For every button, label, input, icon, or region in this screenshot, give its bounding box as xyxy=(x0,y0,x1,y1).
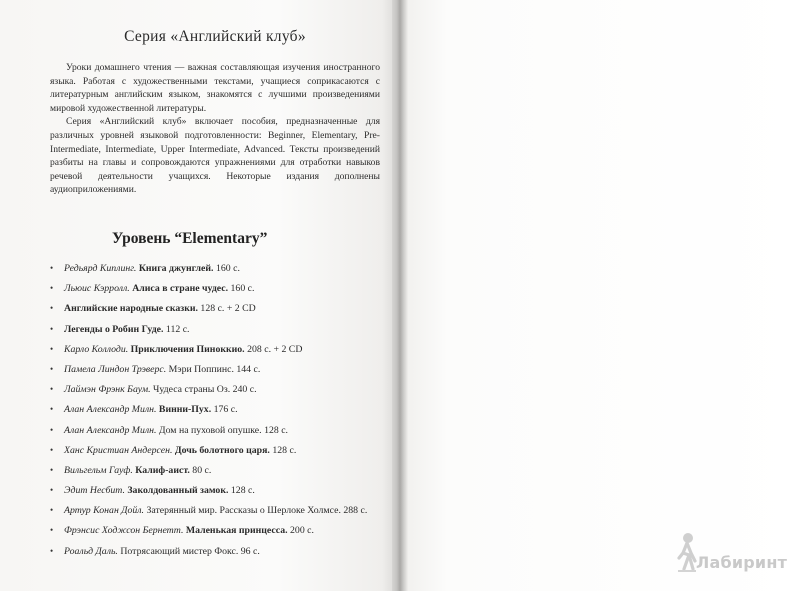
list-item xyxy=(50,302,380,315)
book-title: Чудеса страны Оз. xyxy=(152,384,231,396)
book-author: Вильгельм Гауф. xyxy=(64,464,133,476)
book-author: Эдит Несбит. xyxy=(64,485,125,497)
list-item xyxy=(50,464,380,477)
book-author: Памела Линдон Трэверс. xyxy=(64,363,167,375)
book-details: 96 с. xyxy=(240,545,260,557)
book-details: 176 с. xyxy=(213,404,238,416)
book-author: Алан Александр Милн. xyxy=(64,404,157,416)
book-details: 208 с. + 2 CD xyxy=(247,343,303,355)
book-title: Потрясающий мистер Фокс. xyxy=(120,545,239,557)
bullet-icon: • xyxy=(50,505,54,516)
bullet-icon: • xyxy=(50,323,54,334)
bullet-icon: • xyxy=(50,485,54,496)
list-item xyxy=(50,545,380,558)
book-details: 128 с. + 2 CD xyxy=(200,303,256,315)
level-title: Уровень “Elementary” xyxy=(112,230,268,247)
intro-text xyxy=(50,61,380,197)
book-title: Калиф-аист. xyxy=(135,464,190,476)
book-title: Заколдованный замок. xyxy=(127,485,229,497)
watermark-text: Лабиринт xyxy=(696,553,788,572)
intro-paragraph-2: Серия «Английский клуб» включает пособия, предназначенные для различных уровней языковой подготовленности: Beginner, Elementary, Pre-Intermediate, Intermediate, Upper Intermediate, Advanced. Тексты произведений разбиты на главы и сопровождаются упражнениями для отработки навыков речевой деятельности учащихся. Некоторые издания дополнены аудиоприложениями. xyxy=(50,116,380,196)
book-details: 80 с. xyxy=(192,464,212,476)
book-title: Алиса в стране чудес. xyxy=(132,283,229,295)
book-list xyxy=(50,262,380,565)
series-title: Серия «Английский клуб» xyxy=(124,28,306,45)
list-item xyxy=(50,343,380,356)
left-page xyxy=(0,0,398,591)
right-page xyxy=(408,0,800,591)
list-item xyxy=(50,484,380,497)
list-item xyxy=(50,424,380,437)
book-author: Алан Александр Милн. xyxy=(64,424,157,436)
book-title: Маленькая принцесса. xyxy=(185,525,288,537)
book-title: Затерянный мир. Рассказы о Шерлоке Холмсе. xyxy=(146,505,341,517)
labirint-watermark xyxy=(676,531,791,581)
book-title: Английские народные сказки. xyxy=(64,303,198,315)
book-details: 144 с. xyxy=(236,363,261,375)
list-item xyxy=(50,403,380,416)
book-author: Артур Конан Дойл. xyxy=(64,505,145,517)
book-title: Мэри Поппинс. xyxy=(168,363,234,375)
list-item xyxy=(50,444,380,457)
labirint-logo-icon xyxy=(676,531,698,577)
book-title: Дочь болотного царя. xyxy=(174,444,270,456)
book-author: Карло Коллоди. xyxy=(64,343,129,355)
book-author: Фрэнсис Ходжсон Бернетт. xyxy=(64,525,184,537)
list-item xyxy=(50,524,380,537)
bullet-icon: • xyxy=(50,263,54,273)
book-details: 240 с. xyxy=(232,384,257,396)
bullet-icon: • xyxy=(50,464,54,475)
book-title: Приключения Пиноккио. xyxy=(130,343,245,355)
book-details: 128 с. xyxy=(230,485,255,497)
bullet-icon: • xyxy=(50,424,54,435)
book-title: Винни-Пух. xyxy=(158,404,212,416)
book-details: 160 с. xyxy=(230,283,255,295)
book-title: Легенды о Робин Гуде. xyxy=(64,323,164,335)
book-author: Лаймэн Фрэнк Баум. xyxy=(64,384,151,396)
book-details: 112 с. xyxy=(165,323,190,335)
list-item xyxy=(50,323,380,336)
book-author: Редьярд Киплинг. xyxy=(64,263,137,274)
bullet-icon: • xyxy=(50,283,54,294)
bullet-icon: • xyxy=(50,343,54,354)
book-details: 160 с. xyxy=(215,263,240,274)
book-title: Дом на пуховой опушке. xyxy=(158,424,262,436)
book-details: 128 с. xyxy=(272,444,297,456)
bullet-icon: • xyxy=(50,525,54,536)
bullet-icon: • xyxy=(50,303,54,314)
intro-paragraph-1: Уроки домашнего чтения — важная составляющая изучения иностранного языка. Работая с художественными текстами, учащиеся соприкасаются с литературным английским языком, знакомятся с лучшими произведениями мировой художественной литературы. xyxy=(50,62,380,114)
book-details: 200 с. xyxy=(290,525,314,537)
book-gutter xyxy=(392,0,408,591)
bullet-icon: • xyxy=(50,384,54,395)
bullet-icon: • xyxy=(50,545,54,556)
book-author: Роальд Даль. xyxy=(64,545,118,557)
book-author: Ханс Кристиан Андерсен. xyxy=(64,444,173,456)
list-item xyxy=(50,504,380,517)
list-item xyxy=(50,282,380,295)
list-item xyxy=(50,383,380,396)
book-title: Книга джунглей. xyxy=(138,263,214,274)
bullet-icon: • xyxy=(50,363,54,374)
bullet-icon: • xyxy=(50,404,54,415)
bullet-icon: • xyxy=(50,444,54,455)
book-details: 128 с. xyxy=(264,424,289,436)
list-item xyxy=(50,262,380,275)
book-details: 288 с. xyxy=(343,505,368,517)
list-item xyxy=(50,363,380,376)
book-author: Льюис Кэрролл. xyxy=(64,283,130,295)
